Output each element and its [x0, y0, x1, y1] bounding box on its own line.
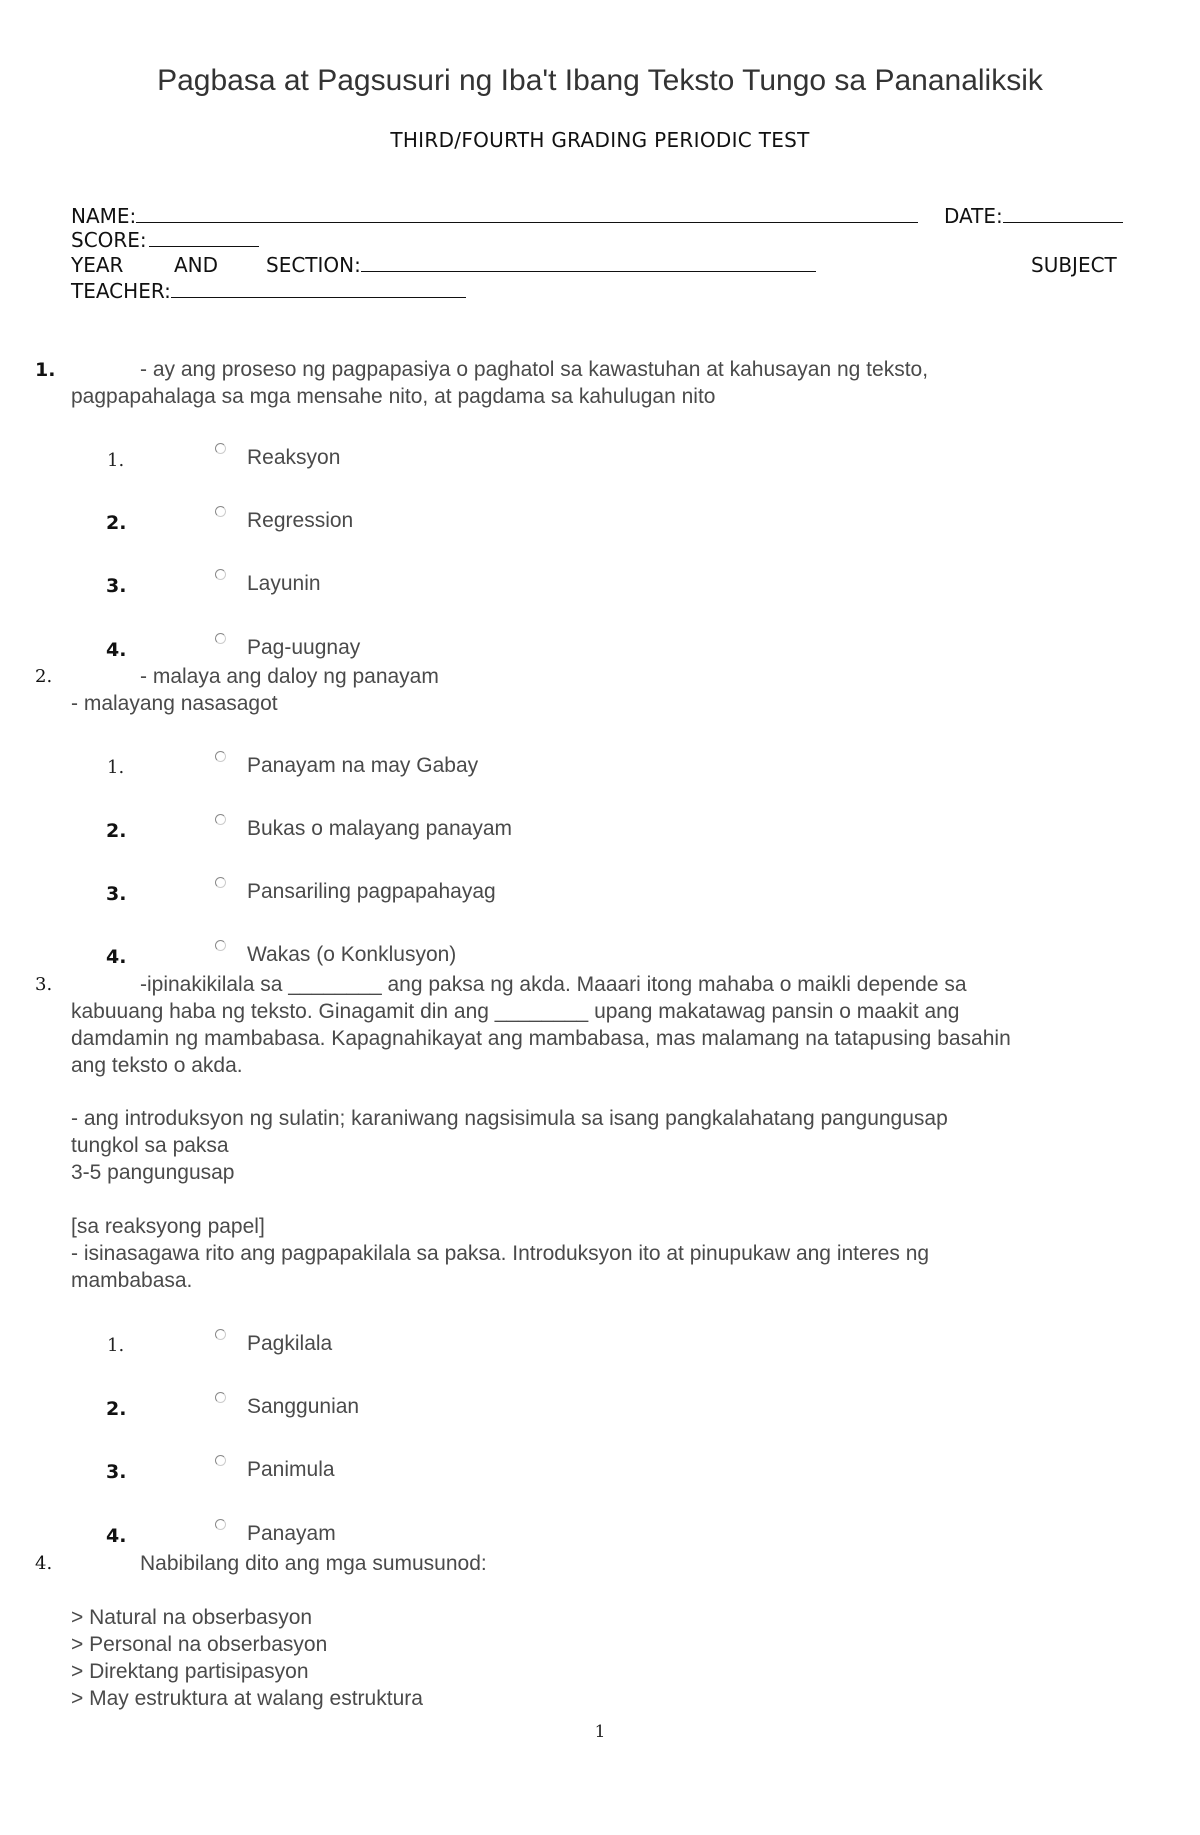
- question-4-line-1: Nabibilang dito ang mga sumusunod:: [140, 1552, 487, 1575]
- section-blank[interactable]: [361, 253, 816, 272]
- section-label: SECTION:: [266, 253, 361, 277]
- year-label: YEAR: [71, 253, 124, 277]
- date-label: DATE:: [944, 204, 1003, 228]
- q1-option-1-number: 1.: [107, 450, 125, 471]
- q3-option-3-number: 3.: [106, 1461, 127, 1483]
- q1-option-1-label[interactable]: Reaksyon: [247, 446, 341, 469]
- q2-option-3-label[interactable]: Pansariling pagpapahayag: [247, 880, 496, 903]
- page-number: 1: [594, 1722, 606, 1742]
- q3-option-2-radio[interactable]: [215, 1392, 226, 1403]
- date-blank[interactable]: [1003, 204, 1123, 223]
- question-3-line-12: mambabasa.: [71, 1269, 193, 1292]
- q3-option-1-number: 1.: [107, 1335, 125, 1356]
- q1-option-4-number: 4.: [106, 639, 127, 661]
- score-field[interactable]: [71, 228, 259, 252]
- name-label: NAME:: [71, 204, 137, 228]
- q3-option-1-label[interactable]: Pagkilala: [247, 1332, 333, 1355]
- q1-option-3-radio[interactable]: [215, 569, 226, 580]
- q1-option-3-label[interactable]: Layunin: [247, 572, 321, 595]
- q3-option-1-radio[interactable]: [215, 1329, 226, 1340]
- score-blank[interactable]: [149, 228, 259, 247]
- question-4-line-5: > Direktang partisipasyon: [71, 1660, 309, 1683]
- q3-option-4-number: 4.: [106, 1525, 127, 1547]
- q1-option-4-radio[interactable]: [215, 633, 226, 644]
- question-4-number: 4.: [35, 1553, 53, 1574]
- q2-option-3-radio[interactable]: [215, 877, 226, 888]
- q3-option-4-radio[interactable]: [215, 1519, 226, 1530]
- question-3-line-6: - ang introduksyon ng sulatin; karaniwang nagsisimula sa isang pangkalahatang pangungusap: [71, 1107, 948, 1130]
- q1-option-2-label[interactable]: Regression: [247, 509, 354, 532]
- question-3-line-7: tungkol sa paksa: [71, 1134, 229, 1157]
- q3-option-4-label[interactable]: Panayam: [247, 1522, 336, 1545]
- question-1-line-1: - ay ang proseso ng pagpapasiya o paghatol sa kawastuhan at kahusayan ng teksto,: [140, 358, 929, 381]
- name-blank[interactable]: [136, 204, 918, 223]
- question-3-line-1: -ipinakikilala sa ________ ang paksa ng akda. Maaari itong mahaba o maikli depende sa: [140, 973, 967, 996]
- question-2-line-2: - malayang nasasagot: [71, 692, 278, 715]
- q3-option-3-radio[interactable]: [215, 1455, 226, 1466]
- question-1-line-2: pagpapahalaga sa mga mensahe nito, at pagdama sa kahulugan nito: [71, 385, 716, 408]
- question-3-line-3: damdamin ng mambabasa. Kapagnahikayat ang mambabasa, mas malamang na tatapusing basahin: [71, 1027, 1011, 1050]
- q1-option-4-label[interactable]: Pag-uugnay: [247, 636, 361, 659]
- q1-option-2-radio[interactable]: [215, 506, 226, 517]
- q2-option-4-radio[interactable]: [215, 940, 226, 951]
- section-field[interactable]: [266, 253, 816, 277]
- page-title: Pagbasa at Pagsusuri ng Iba't Ibang Teksto Tungo sa Pananaliksik: [157, 64, 1043, 97]
- teacher-field[interactable]: [71, 279, 466, 303]
- q3-option-2-label[interactable]: Sanggunian: [247, 1395, 360, 1418]
- name-field[interactable]: [71, 204, 918, 228]
- q3-option-3-label[interactable]: Panimula: [247, 1458, 335, 1481]
- score-label: SCORE:: [71, 228, 147, 252]
- q2-option-2-radio[interactable]: [215, 814, 226, 825]
- teacher-label: TEACHER:: [71, 279, 171, 303]
- teacher-blank[interactable]: [171, 279, 466, 298]
- question-3-line-8: 3-5 pangungusap: [71, 1161, 235, 1184]
- question-2-line-1: - malaya ang daloy ng panayam: [140, 665, 439, 688]
- question-3-line-2: kabuuang haba ng teksto. Ginagamit din ang ________ upang makatawag pansin o maakit ang: [71, 1000, 960, 1023]
- q2-option-4-number: 4.: [106, 946, 127, 968]
- question-4-line-4: > Personal na obserbasyon: [71, 1633, 328, 1656]
- q2-option-3-number: 3.: [106, 883, 127, 905]
- question-3-line-4: ang teksto o akda.: [71, 1054, 243, 1077]
- question-2-number: 2.: [35, 666, 53, 687]
- q1-option-2-number: 2.: [106, 512, 127, 534]
- q2-option-4-label[interactable]: Wakas (o Konklusyon): [247, 943, 457, 966]
- subject-label: SUBJECT: [1031, 253, 1117, 277]
- q3-option-2-number: 2.: [106, 1398, 127, 1420]
- date-field[interactable]: [944, 204, 1123, 228]
- question-3-line-11: - isinasagawa rito ang pagpapakilala sa paksa. Introduksyon ito at pinupukaw ang interes ng: [71, 1242, 930, 1265]
- q2-option-1-radio[interactable]: [215, 751, 226, 762]
- question-3-line-10: [sa reaksyong papel]: [71, 1215, 265, 1238]
- question-4-line-3: > Natural na obserbasyon: [71, 1606, 313, 1629]
- q2-option-1-number: 1.: [107, 757, 125, 778]
- q2-option-2-number: 2.: [106, 820, 127, 842]
- q2-option-1-label[interactable]: Panayam na may Gabay: [247, 754, 479, 777]
- q1-option-1-radio[interactable]: [215, 443, 226, 454]
- test-subtitle: THIRD/FOURTH GRADING PERIODIC TEST: [390, 128, 810, 152]
- question-3-number: 3.: [35, 974, 53, 995]
- q1-option-3-number: 3.: [106, 575, 127, 597]
- question-1-number: 1.: [35, 359, 56, 381]
- and-label: AND: [174, 253, 219, 277]
- q2-option-2-label[interactable]: Bukas o malayang panayam: [247, 817, 512, 840]
- question-4-line-6: > May estruktura at walang estruktura: [71, 1687, 423, 1710]
